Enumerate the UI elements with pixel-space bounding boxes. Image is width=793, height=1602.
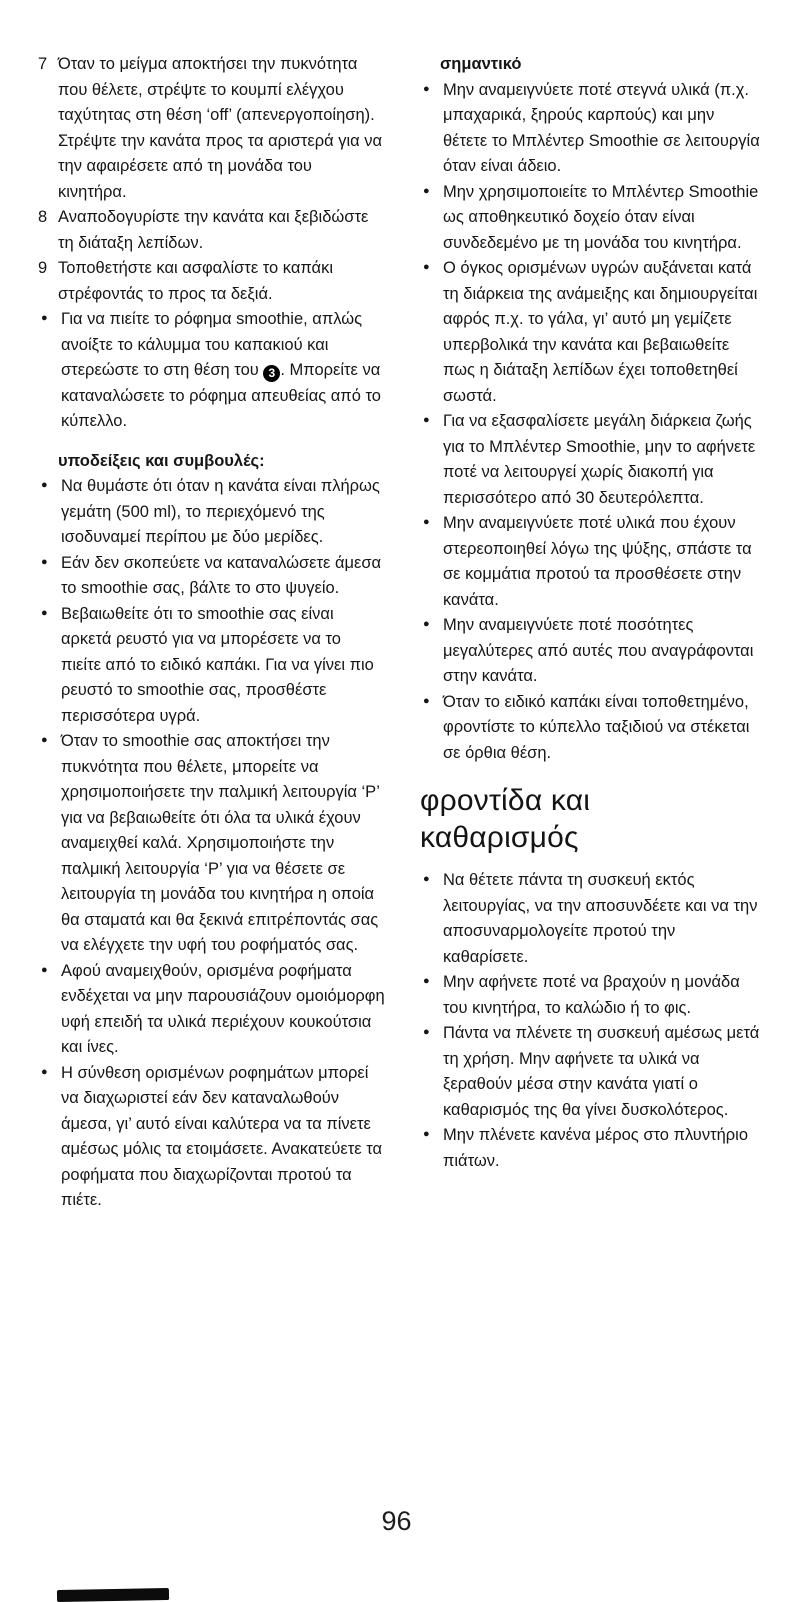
bullet-icon: ● (41, 555, 48, 568)
bullet-icon: ● (41, 734, 48, 746)
bullet-icon: ● (41, 312, 48, 324)
bullet-icon: ● (423, 618, 430, 630)
section-subheading: υποδείξεις και συμβουλές: (58, 451, 265, 470)
list-item (420, 613, 763, 690)
bullet-icon: ● (423, 975, 430, 987)
item-text: Όταν το ειδικό καπάκι είναι τοποθετημένο, φροντίστε το κύπελλο ταξιδιού να στέκεται σε όρθια θέση. (443, 692, 750, 762)
item-text: Μην αφήνετε ποτέ να βραχούν η μονάδα του κινητήρα, το καλώδιο ή το φις. (443, 973, 740, 1017)
item-text: Για να πιείτε το ρόφημα smoothie, απλώς ανοίξτε το κάλυμμα του καπακιού και στερεώστε το στη θέση του 3 . Μπορείτε να καταναλώσετε το ρόφημα απευθείας από το κύπελλο. (61, 310, 381, 430)
item-text: Για να εξασφαλίσετε μεγάλη διάρκεια ζωής για το Μπλέντερ Smoothie, μην το αφήνετε ποτέ να λειτουργεί χωρίς διακοπή για περισσότερο από 30 δευτερόλεπτα. (443, 412, 756, 507)
list-item (420, 78, 763, 180)
list-item (420, 690, 763, 767)
item-text: Ο όγκος ορισμένων υγρών αυξάνεται κατά τη διάρκεια της ανάμειξης και δημιουργείται αφρός π.χ. το γάλα, γι’ αυτό μη γεμίζετε υπερβολικά την κανάτα και βεβαιωθείτε πως η διάταξη λεπίδων έχει τοποθετηθεί σωστά. (443, 259, 758, 405)
bullet-icon: ● (41, 606, 48, 619)
bullet-icon: ● (423, 184, 430, 197)
item-text: Αναποδογυρίστε την κανάτα και ξεβιδώστε τη διάταξη λεπίδων. (58, 208, 369, 252)
list-item (38, 602, 385, 730)
numbered-step (38, 256, 385, 307)
list-item (38, 307, 385, 435)
item-text: Μην χρησιμοποιείτε το Μπλέντερ Smoothie ως αποθηκευτικό δοχείο όταν είναι συνδεδεμένο με τη μονάδα του κινητήρα. (443, 182, 759, 252)
left-column (38, 52, 385, 1214)
item-text: Να θυμάστε ότι όταν η κανάτα είναι πλήρως γεμάτη (500 ml), το περιεχόμενό της ισοδυναμεί περίπου με δύο μερίδες. (61, 477, 380, 546)
item-text: Τοποθετήστε και ασφαλίστε το καπάκι στρέφοντάς το προς τα δεξιά. (58, 259, 333, 303)
step-number: 7 (38, 55, 48, 73)
item-text: Μην αναμειγνύετε ποτέ υλικά που έχουν στερεοποιηθεί λόγω της ψύξης, σπάστε τα σε κομμάτια προτού τα προσθέσετε στην κανάτα. (443, 514, 752, 609)
section-subheading: σημαντικό (440, 55, 522, 73)
numbered-step (38, 52, 385, 205)
page-number: 96 (381, 1506, 412, 1536)
item-text: Μην πλένετε κανένα μέρος στο πλυντήριο πιάτων. (443, 1126, 749, 1170)
item-text: Η σύνθεση ορισμένων ροφημάτων μπορεί να διαχωριστεί εάν δεν καταναλωθούν άμεσα, γι’ αυτό είναι καλύτερα να τα πίνετε αμέσως μόλις τα ετοιμάσετε. Ανακατεύετε τα ροφήματα που διαχωρίζονται προτού τα πιέτε. (61, 1063, 383, 1209)
step-number: 9 (38, 259, 48, 277)
bullet-icon: ● (423, 694, 430, 707)
bullet-icon: ● (423, 261, 430, 273)
list-item (38, 959, 385, 1061)
numbered-step (38, 205, 385, 256)
list-item (38, 551, 385, 602)
item-text: Πάντα να πλένετε τη συσκευή αμέσως μετά τη χρήση. Μην αφήνετε τα υλικά να ξεραθούν μέσα στην κανάτα γιατί ο καθαρισμός της θα γίνει δυσκολότερος. (443, 1024, 760, 1119)
bullet-icon: ● (41, 1065, 48, 1078)
bullet-icon: ● (41, 963, 48, 976)
section-heading: φροντίδα και καθαρισμός (420, 784, 591, 854)
list-item (420, 1021, 763, 1123)
bullet-icon: ● (41, 479, 48, 491)
list-item (420, 868, 763, 970)
item-text: Αφού αναμειχθούν, ορισμένα ροφήματα ενδέχεται να μην παρουσιάζουν ομοιόμορφη υφή επειδή τα υλικά περιέχουν κουκούτσια και ίνες. (61, 961, 385, 1056)
item-text: Βεβαιωθείτε ότι το smoothie σας είναι αρκετά ρευστό για να μπορέσετε να το πιείτε από το ειδικό καπάκι. Για να γίνει πιο ρευστό το smoothie σας, προσθέστε περισσότερα υγρά. (61, 604, 374, 725)
list-item (38, 474, 385, 551)
bullet-icon: ● (423, 1128, 430, 1140)
item-text: Όταν το smoothie σας αποκτήσει την πυκνότητα που θέλετε, μπορείτε να χρησιμοποιήσετε την παλμική λειτουργία ‘P’ για να βεβαιωθείτε ότι όλα τα υλικά έχουν αναμειχθεί καλά. Χρησιμοποιήστε την παλμική λειτουργία ‘P’ για να θέσετε σε λειτουργία τη μονάδα του κινητήρα η οποία θα σταματά και θα ξεκινά επιτρέποντάς σας να ελέγχετε την υφή του ροφήματός σας. (61, 732, 380, 954)
list-item (420, 409, 763, 511)
item-text: Εάν δεν σκοπεύετε να καταναλώσετε άμεσα το smoothie σας, βάλτε το στο ψυγείο. (61, 553, 382, 597)
bullet-icon: ● (423, 414, 430, 426)
item-text: Όταν το μείγμα αποκτήσει την πυκνότητα που θέλετε, στρέψτε το κουμπί ελέγχου ταχύτητας στη θέση ‘off’ (απενεργοποίηση). Στρέψτε την κανάτα προς τα αριστερά για να την αφαιρέσετε από τη μονάδα του κινητήρα. (58, 55, 383, 201)
item-text: Μην αναμειγνύετε ποτέ ποσότητες μεγαλύτερες από αυτές που αναγράφονται στην κανάτα. (443, 616, 754, 685)
list-item (420, 180, 763, 257)
list-item (420, 511, 763, 613)
bullet-icon: ● (423, 873, 430, 885)
list-item (38, 1061, 385, 1214)
item-text: Μην αναμειγνύετε ποτέ στεγνά υλικά (π.χ. μπαχαρικά, ξηρούς καρπούς) και μην θέτετε το Μπλέντερ Smoothie σε λειτουργία όταν είναι άδειο. (443, 80, 760, 175)
content-columns (38, 52, 763, 1214)
item-text: Να θέτετε πάντα τη συσκευή εκτός λειτουργίας, να την αποσυνδέετε και να την αποσυναρμολογείτε προτού την καθαρίσετε. (443, 871, 758, 966)
bullet-icon: ● (423, 82, 430, 95)
list-item (38, 729, 385, 959)
bullet-icon: ● (423, 516, 430, 528)
bullet-icon: ● (423, 1026, 430, 1038)
right-column (420, 52, 763, 1214)
list-item (420, 970, 763, 1021)
step-number: 8 (38, 208, 48, 226)
list-item (420, 256, 763, 409)
list-item (420, 1123, 763, 1174)
circled-number-3-icon: 3 (263, 365, 280, 382)
